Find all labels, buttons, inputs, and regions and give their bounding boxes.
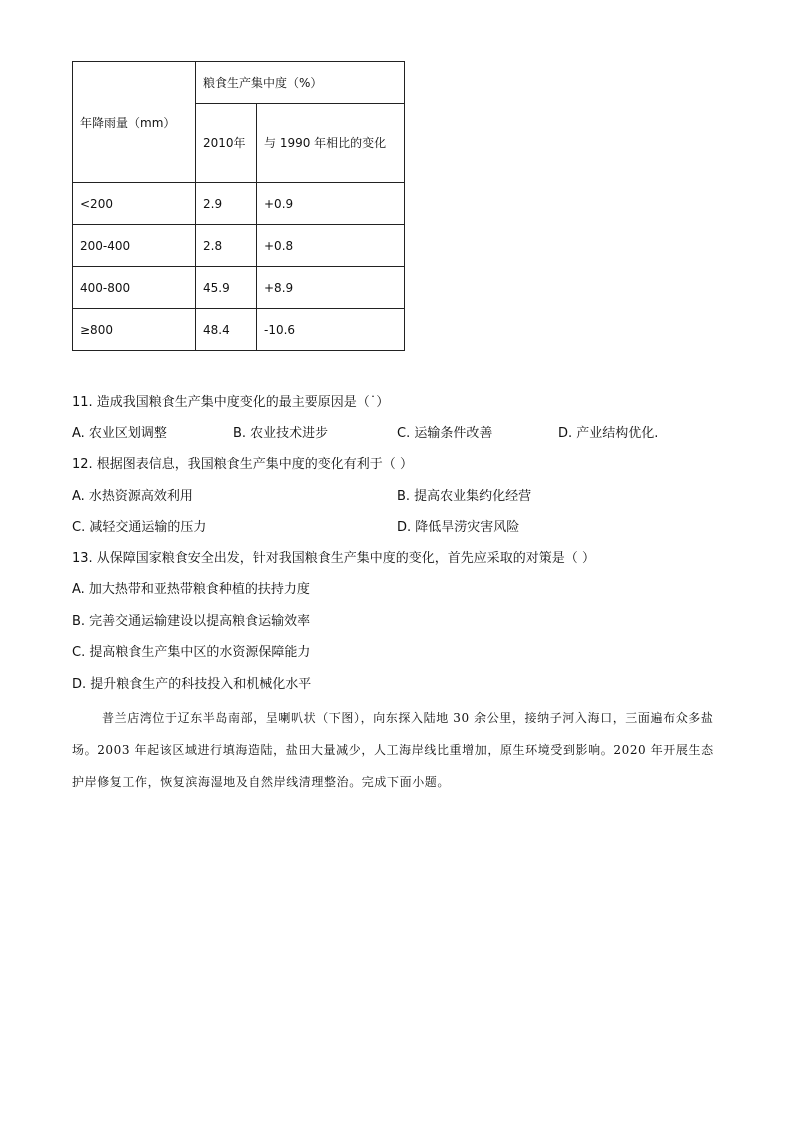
question-12-option-b[interactable]: B. 提高农业集约化经营 — [397, 489, 532, 504]
reading-passage: 普兰店湾位于辽东半岛南部，呈喇叭状（下图），向东探入陆地 30 余公里，接纳子河入海口，三面遍布众多盐场。2003 年起该区域进行填海造陆，盐田大量减少，人工海岸线比重增加，原生环境受到影响。2020 年开展生态护岸修复工作，恢复滨海湿地及自然岸线清理整治。完成下面小题。 — [72, 711, 714, 789]
change-cell: -10.6 — [257, 309, 405, 351]
concentration-group-header: 粮食生产集中度（%） — [196, 62, 405, 104]
rainfall-cell: 200-400 — [73, 225, 196, 267]
question-12-option-d[interactable]: D. 降低旱涝灾害风险 — [397, 520, 520, 535]
year-2010-header: 2010年 — [196, 104, 257, 183]
rainfall-cell: ≥800 — [73, 309, 196, 351]
table-row — [73, 267, 405, 309]
question-11-option-c[interactable]: C. 运输条件改善 — [397, 426, 493, 441]
question-13-stem: 13. 从保障国家粮食安全出发，针对我国粮食生产集中度的变化，首先应采取的对策是（ ） — [72, 551, 595, 566]
table-row — [73, 183, 405, 225]
question-13-option-b[interactable]: B. 完善交通运输建设以提高粮食运输效率 — [72, 614, 311, 629]
change-header: 与 1990 年相比的变化 — [257, 104, 405, 183]
change-cell: +8.9 — [257, 267, 405, 309]
value-2010-cell: 2.9 — [196, 183, 257, 225]
question-13-option-c[interactable]: C. 提高粮食生产集中区的水资源保障能力 — [72, 645, 311, 660]
question-11-option-b[interactable]: B. 农业技术进步 — [233, 426, 329, 441]
question-12-stem: 12. 根据图表信息，我国粮食生产集中度的变化有利于（ ） — [72, 457, 413, 472]
rainfall-cell: <200 — [73, 183, 196, 225]
value-2010-cell: 45.9 — [196, 267, 257, 309]
change-cell: +0.9 — [257, 183, 405, 225]
rainfall-header: 年降雨量（mm） — [73, 62, 196, 183]
table-row — [73, 309, 405, 351]
question-12-option-c[interactable]: C. 减轻交通运输的压力 — [72, 520, 207, 535]
question-13-option-a[interactable]: A. 加大热带和亚热带粮食种植的扶持力度 — [72, 582, 310, 597]
rainfall-cell: 400-800 — [73, 267, 196, 309]
question-11-option-a[interactable]: A. 农业区划调整 — [72, 426, 167, 441]
rainfall-grain-table — [72, 61, 405, 351]
value-2010-cell: 2.8 — [196, 225, 257, 267]
value-2010-cell: 48.4 — [196, 309, 257, 351]
question-11-stem: 11. 造成我国粮食生产集中度变化的最主要原因是（˙） — [72, 395, 390, 410]
question-13-option-d[interactable]: D. 提升粮食生产的科技投入和机械化水平 — [72, 677, 312, 692]
change-cell: +0.8 — [257, 225, 405, 267]
question-11-option-d[interactable]: D. 产业结构优化. — [558, 426, 659, 441]
question-12-option-a[interactable]: A. 水热资源高效利用 — [72, 489, 193, 504]
table-row — [73, 225, 405, 267]
